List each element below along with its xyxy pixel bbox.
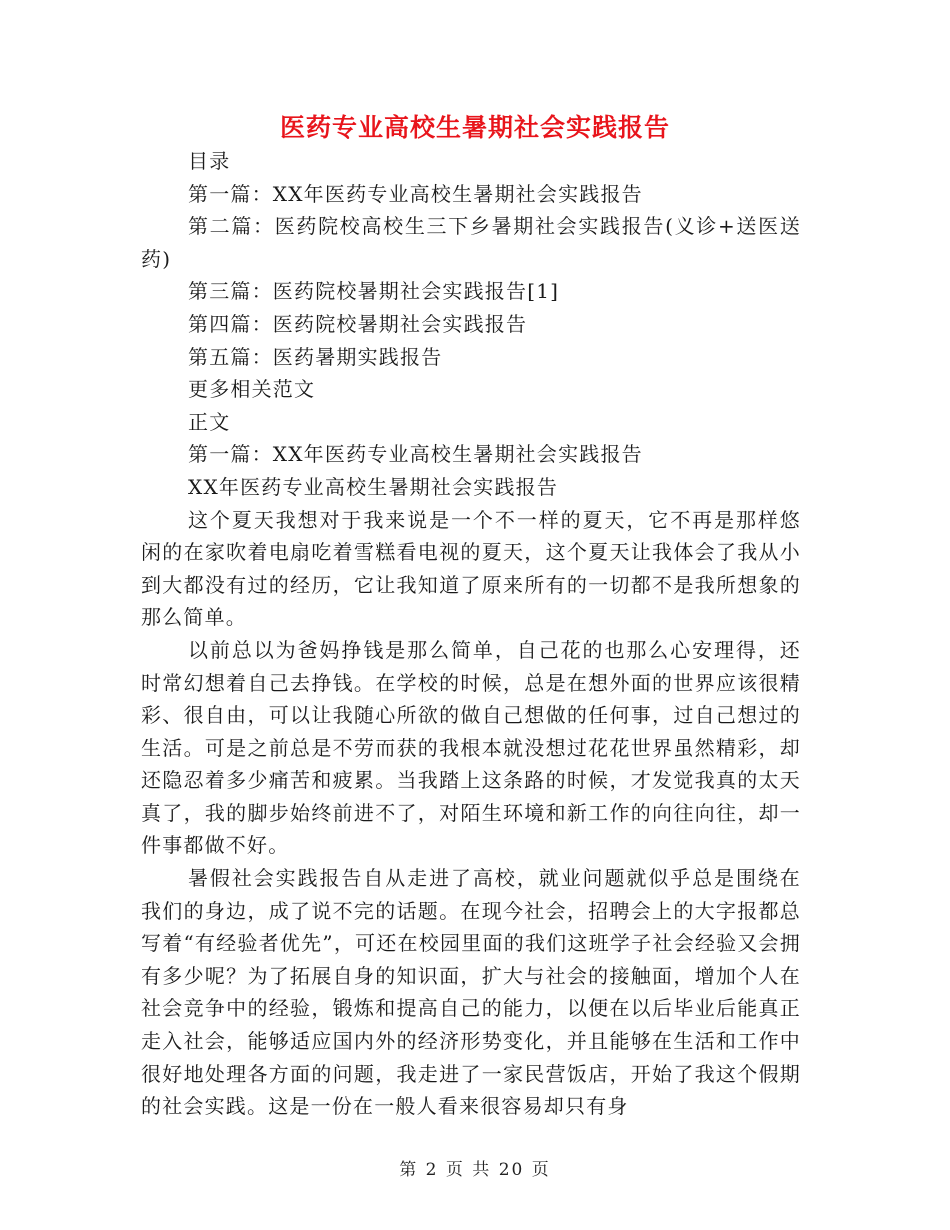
- toc-item-4: 第四篇：医药院校暑期社会实践报告: [188, 311, 528, 336]
- toc-item-2: 第二篇：医药院校高校生三下乡暑期社会实践报告(义诊+送医送药): [141, 214, 801, 271]
- section-heading: 第一篇：XX年医药专业高校生暑期社会实践报告: [188, 442, 643, 467]
- document-body: [141, 145, 801, 1123]
- body-heading: 正文: [188, 409, 231, 434]
- toc-item-1: 第一篇：XX年医药专业高校生暑期社会实践报告: [188, 181, 643, 206]
- page-footer: 第 2 页 共 20 页: [399, 1160, 551, 1180]
- more-related-heading: 更多相关范文: [188, 377, 316, 402]
- paragraph: 以前总以为爸妈挣钱是那么简单，自己花的也那么心安理得，还时常幻想着自己去挣钱。在学校的时候，总是在想外面的世界应该很精彩、很自由，可以让我随心所欲的做自己想做的任何事，过自己想过的生活。可是之前总是不劳而获的我根本就没想过花花世界虽然精彩，却还隐忍着多少痛苦和疲累。当我踏上这条路的时候，才发觉我真的太天真了，我的脚步始终前进不了，对陌生环境和新工作的向往向往，却一件事都做不好。: [141, 637, 801, 858]
- document-title: 医药专业高校生暑期社会实践报告: [279, 113, 670, 142]
- paragraph: 这个夏天我想对于我来说是一个不一样的夏天，它不再是那样悠闲的在家吹着电扇吃着雪糕看电视的夏天，这个夏天让我体会了我从小到大都没有过的经历，它让我知道了原来所有的一切都不是我所想象的那么简单。: [141, 507, 801, 630]
- toc-heading: 目录: [188, 149, 231, 173]
- section-subtitle: XX年医药专业高校生暑期社会实践报告: [188, 474, 559, 499]
- toc-item-5: 第五篇：医药暑期实践报告: [188, 344, 443, 369]
- paragraph: 暑假社会实践报告自从走进了高校，就业问题就似乎总是围绕在我们的身边，成了说不完的话题。在现今社会，招聘会上的大字报都总写着“有经验者优先”，可还在校园里面的我们这班学子社会经验又会拥有多少呢？为了拓展自身的知识面，扩大与社会的接触面，增加个人在社会竞争中的经验，锻炼和提高自己的能力，以便在以后毕业后能真正走入社会，能够适应国内外的经济形势变化，并且能够在生活和工作中很好地处理各方面的问题，我走进了一家民营饭店，开始了我这个假期的社会实践。这是一份在一般人看来很容易却只有身: [141, 866, 801, 1119]
- toc-item-3: 第三篇：医药院校暑期社会实践报告[1]: [188, 279, 560, 304]
